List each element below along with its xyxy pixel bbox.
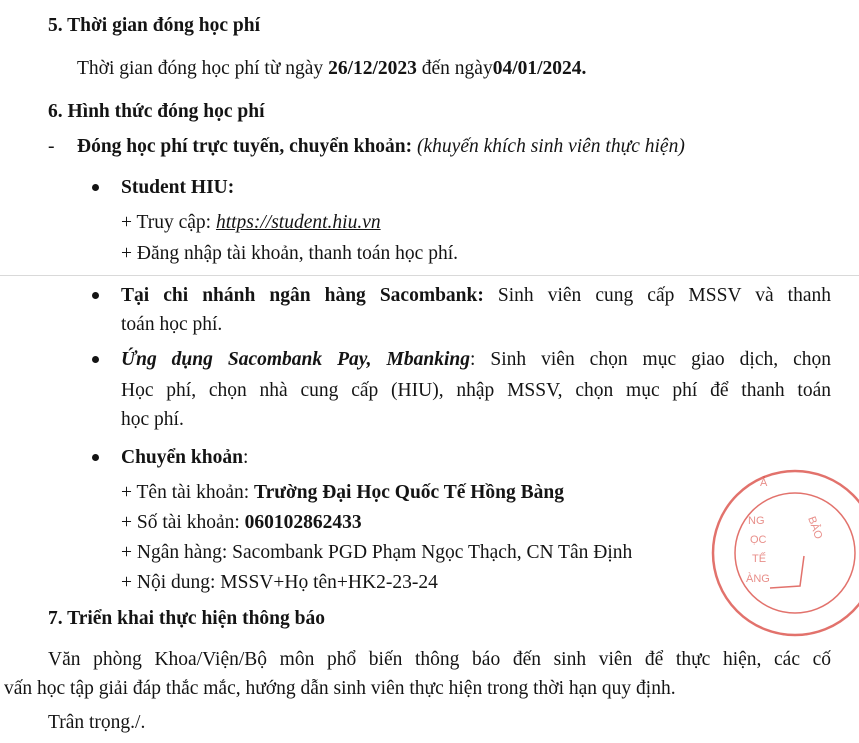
login-line: + Đăng nhập tài khoản, thanh toán học phí.	[121, 243, 459, 264]
page-seam	[0, 275, 859, 276]
date-from: 26/12/2023	[328, 58, 417, 79]
dash-marker: -	[48, 136, 55, 157]
account-name-line: + Tên tài khoản: Trường Đại Học Quốc Tế Hồng Bàng	[121, 482, 565, 503]
student-hiu-title: Student HIU:	[121, 177, 235, 198]
notice-paragraph-line-1: Văn phòng Khoa/Viện/Bộ môn phổ biến thông báo đến sinh viên để thực hiện, các cố	[48, 649, 831, 670]
svg-text:Ả: Ả	[760, 477, 768, 489]
app-line-3: học phí.	[121, 409, 184, 430]
bullet-dot	[92, 454, 99, 461]
notice-paragraph-line-2: vấn học tập giải đáp thắc mắc, hướng dẫn sinh viên thực hiện trong thời hạn quy định.	[4, 678, 676, 699]
section-6-heading: 6. Hình thức đóng học phí	[48, 101, 265, 122]
app-line-2: Học phí, chọn nhà cung cấp (HIU), nhập MSSV, chọn mục phí để thanh toán	[121, 380, 831, 401]
transfer-title: Chuyển khoản:	[121, 447, 249, 468]
closing-text: Trân trọng./.	[48, 712, 146, 733]
online-payment-line: Đóng học phí trực tuyến, chuyển khoản: (khuyến khích sinh viên thực hiện)	[77, 136, 685, 157]
access-line: + Truy cập: https://student.hiu.vn	[121, 212, 381, 233]
bullet-dot	[92, 184, 99, 191]
bullet-dot	[92, 292, 99, 299]
section-7-heading: 7. Triển khai thực hiện thông báo	[48, 608, 325, 629]
app-line-1: Ứng dụng Sacombank Pay, Mbanking: Sinh viên chọn mục giao dịch, chọn	[121, 349, 831, 370]
svg-text:TẾ: TẾ	[752, 553, 767, 565]
bullet-dot	[92, 356, 99, 363]
date-to: 04/01/2024.	[492, 58, 587, 79]
svg-text:ỌC: ỌC	[750, 534, 767, 546]
branch-line-1: Tại chi nhánh ngân hàng Sacombank: Sinh viên cung cấp MSSV và thanh	[121, 285, 831, 306]
student-portal-link[interactable]: https://student.hiu.vn	[215, 212, 381, 233]
account-number-line: + Số tài khoản: 060102862433	[121, 512, 362, 533]
branch-line-2: toán học phí.	[121, 314, 223, 335]
bank-line: + Ngân hàng: Sacombank PGD Phạm Ngọc Thạch, CN Tân Định	[121, 542, 633, 563]
svg-text:NG: NG	[748, 515, 765, 527]
svg-text:BẢO: BẢO	[805, 514, 825, 541]
payment-period-text: Thời gian đóng học phí từ ngày 26/12/2023 đến ngày04/01/2024.	[77, 58, 587, 79]
content-line: + Nội dung: MSSV+Họ tên+HK2-23-24	[121, 572, 438, 593]
red-seal-stamp	[700, 468, 859, 638]
svg-text:ÀNG: ÀNG	[746, 573, 770, 585]
section-5-heading: 5. Thời gian đóng học phí	[48, 15, 261, 36]
